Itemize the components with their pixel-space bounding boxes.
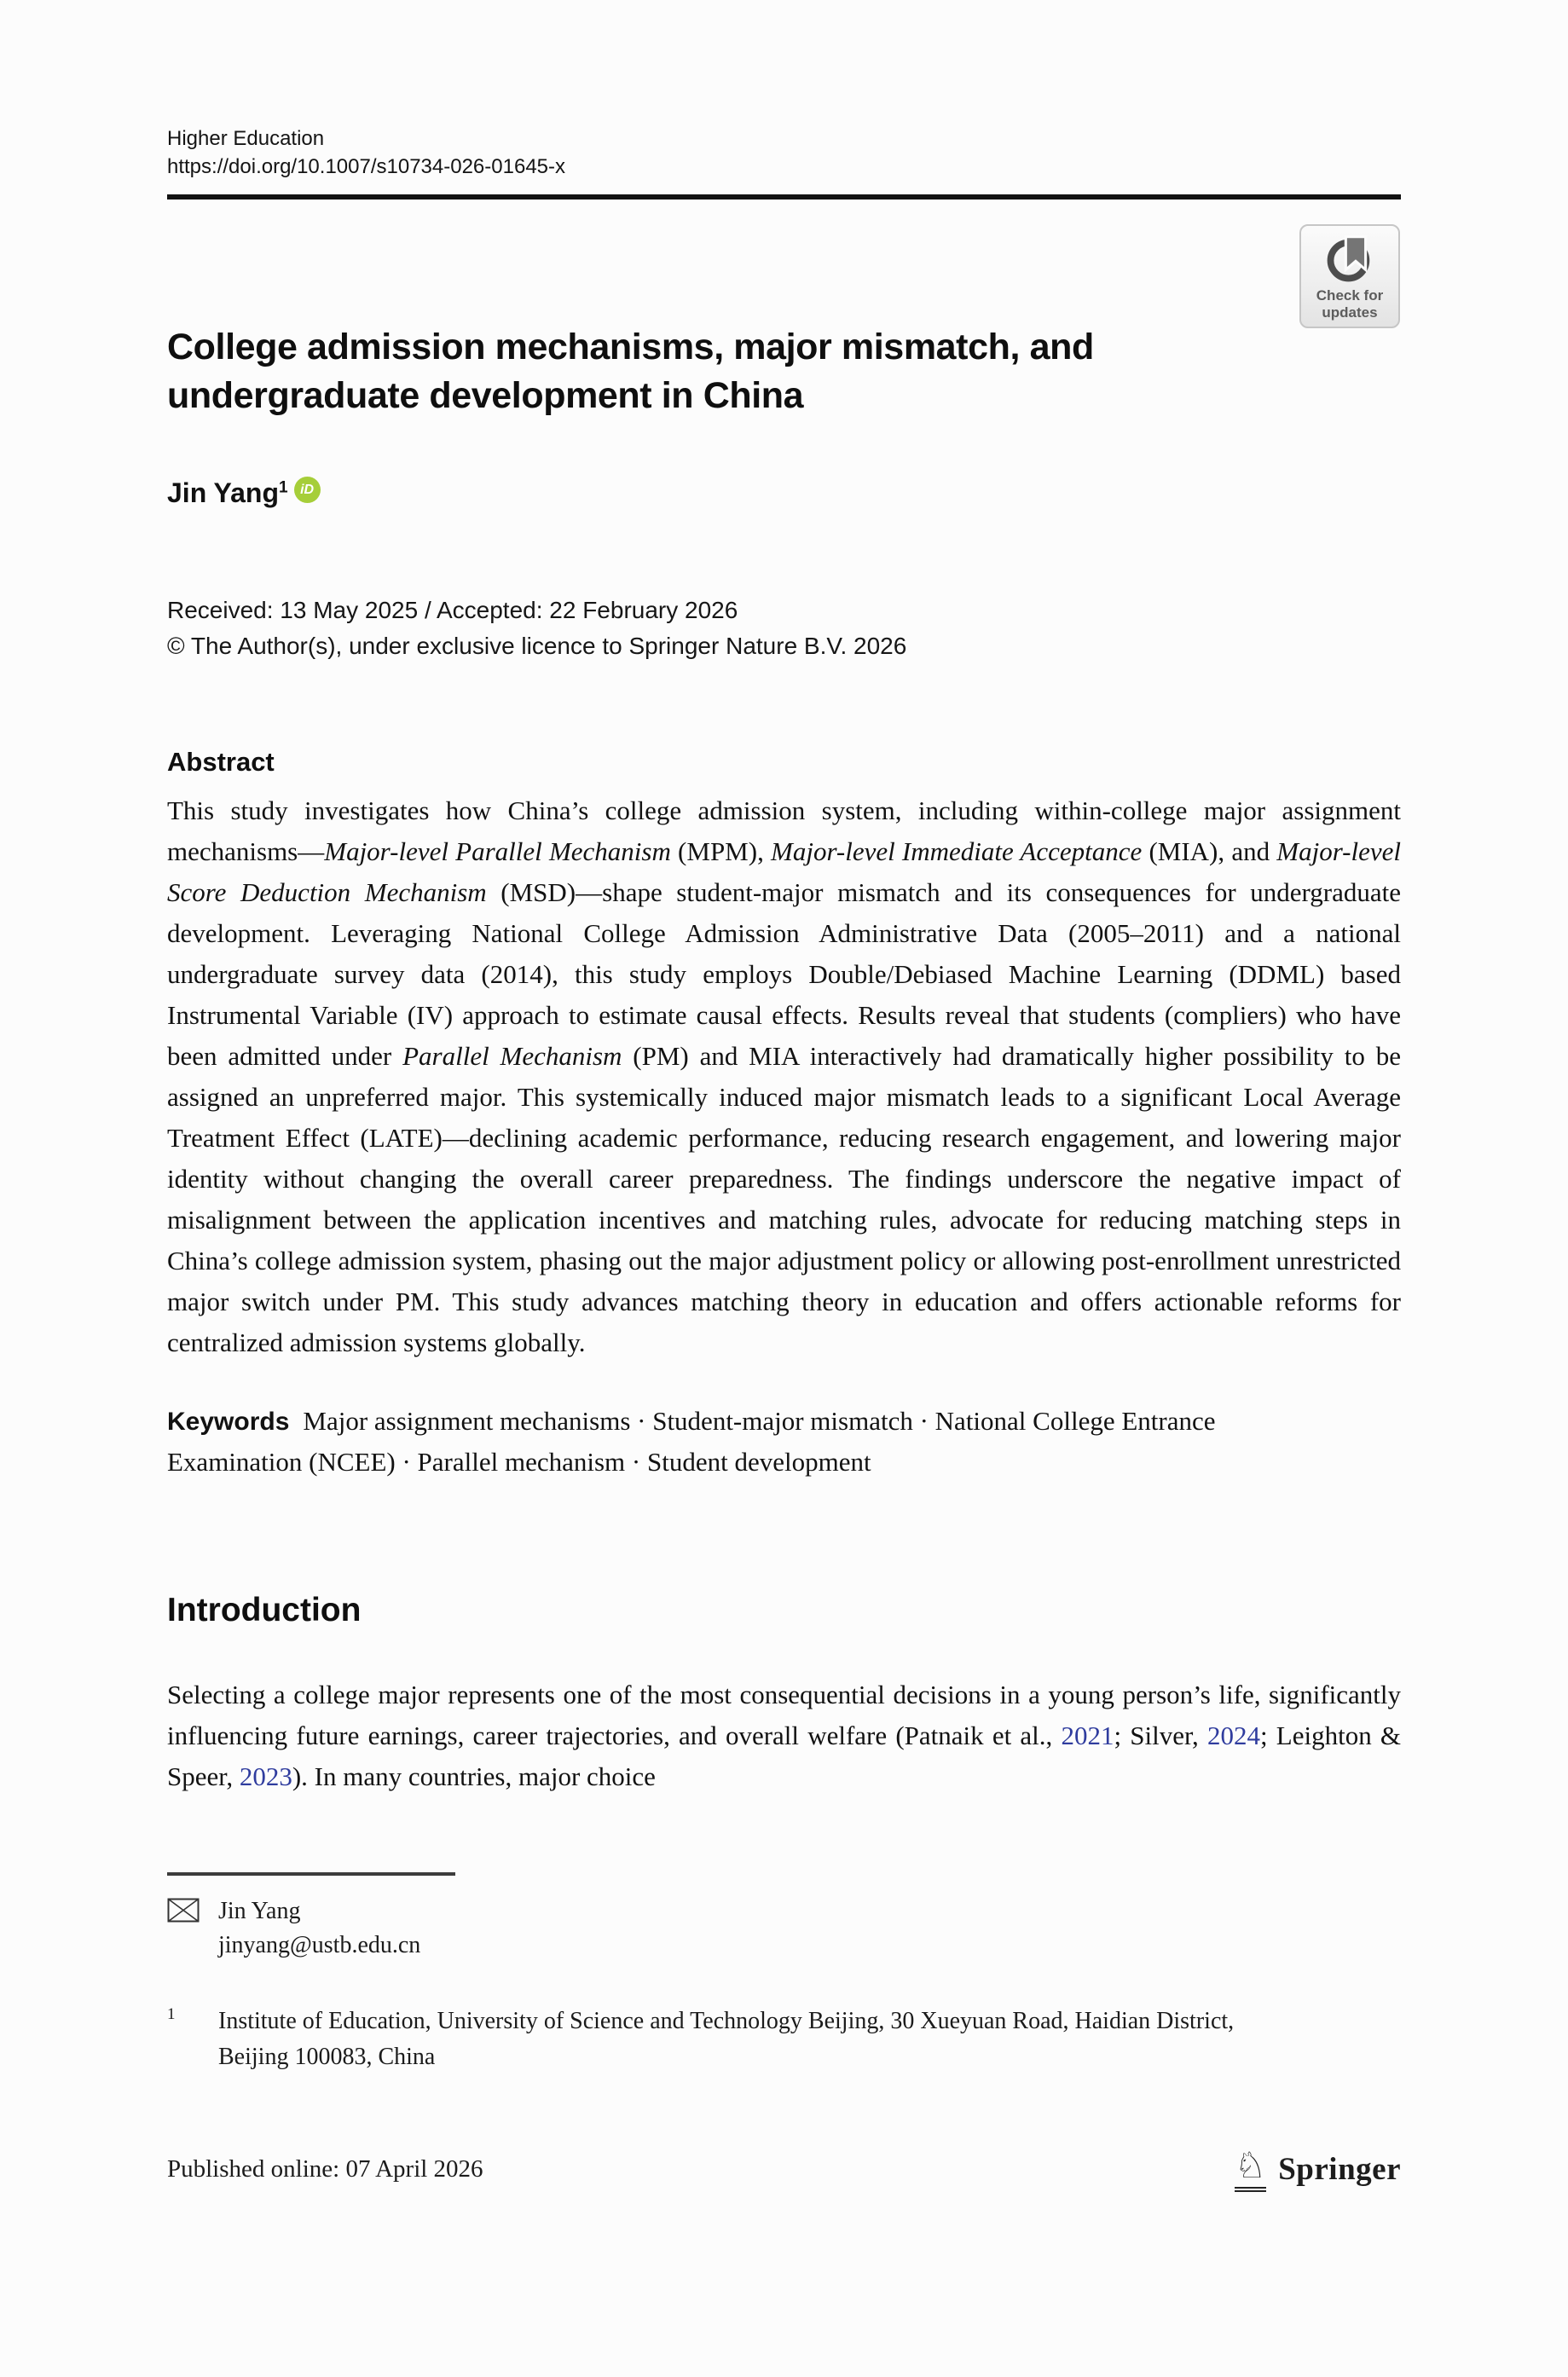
- journal-name: Higher Education: [167, 127, 325, 150]
- received-accepted: Received: 13 May 2025 / Accepted: 22 February 2026: [167, 597, 738, 623]
- springer-knight-icon: ♘: [1235, 2147, 1267, 2192]
- check-updates-badge[interactable]: [1299, 224, 1400, 328]
- springer-wordmark: Springer: [1278, 2152, 1401, 2187]
- check-updates-label: Check for updates: [1316, 287, 1384, 321]
- abstract-heading: Abstract: [167, 747, 275, 777]
- text-segment: (PM) and MIA interactively had dramatically higher possibility to be assigned an unpreferred major. This systemically induced major mismatch leads to a significant Local Average Treatment Effect (LATE)—declining academic performance, reducing research engagement, and lowering major identity without changing the overall career preparedness. The findings underscore the negative impact of misalignment between the application incentives and matching rules, advocate for reducing matching steps in China’s college admission system, phasing out the major adjustment policy or allowing post-enrollment unrestricted major switch under PM. This study advances matching theory in education and offers actionable reforms for centralized admission systems globally.: [167, 1041, 1401, 1357]
- publication-footer: [167, 2144, 1401, 2192]
- doi-link[interactable]: https://doi.org/10.1007/s10734-026-01645-x: [167, 155, 566, 178]
- corresponding-email[interactable]: jinyang@ustb.edu.cn: [218, 1932, 421, 1958]
- author-name: Jin Yang$^1$: [167, 477, 288, 508]
- header-rule: [167, 194, 1401, 200]
- text-segment: Selecting a college major represents one of the most consequential decisions in a young person’s life, significantly influencing future earnings, career trajectories, and overall welfare (Patnaik et al.,: [167, 1680, 1401, 1750]
- affiliation-row: [167, 2004, 1401, 2075]
- corresponding-author-name: Jin Yang: [218, 1898, 301, 1924]
- citation-link[interactable]: 2023: [239, 1761, 292, 1791]
- affiliation-text: Institute of Education, University of Science and Technology Beijing, 30 Xueyuan Road, Haidian District, Beijing 100083, China: [218, 2008, 1235, 2070]
- text-segment: ; Silver,: [1114, 1721, 1207, 1750]
- text-segment: Major-level Parallel Mechanism: [324, 836, 671, 866]
- article-meta: [167, 593, 1401, 664]
- orcid-icon[interactable]: iD: [294, 477, 321, 503]
- affiliation-marker: 1: [167, 2005, 176, 2023]
- keywords-label: Keywords: [167, 1408, 290, 1436]
- springer-logo: [1234, 2144, 1401, 2192]
- keywords-text: Major assignment mechanisms · Student-major mismatch · National College Entrance Examination (NCEE) · Parallel mechanism · Student development: [167, 1406, 1216, 1477]
- text-segment: Parallel Mechanism: [402, 1041, 622, 1071]
- text-segment: ; Leighton & Speer,: [167, 1721, 1401, 1791]
- citation-link[interactable]: 2024: [1206, 1721, 1260, 1750]
- email-icon: [167, 1896, 218, 1927]
- author-row: [167, 477, 1401, 509]
- introduction-text: [167, 1674, 1401, 1797]
- text-segment: (MIA), and: [1142, 836, 1277, 866]
- text-segment: This study investigates how China’s college admission system, including within-college major assignment mechanisms—: [167, 795, 1401, 866]
- author-affiliation-superscript: 1: [279, 478, 288, 497]
- corresponding-author-row: [167, 1894, 1401, 1929]
- footnote-divider: [167, 1872, 455, 1876]
- introduction-heading: Introduction: [167, 1592, 362, 1628]
- check-updates-icon: [1323, 233, 1376, 286]
- copyright-line: © The Author(s), under exclusive licence to Springer Nature B.V. 2026: [167, 633, 907, 659]
- text-segment: ). In many countries, major choice: [292, 1761, 656, 1791]
- citation-link[interactable]: 2021: [1061, 1721, 1114, 1750]
- text-segment: Major-level Score Deduction Mechanism: [167, 836, 1402, 907]
- abstract-text: [167, 790, 1401, 1363]
- published-online: Published online: 07 April 2026: [167, 2155, 483, 2183]
- text-segment: Major-level Immediate Acceptance: [771, 836, 1143, 866]
- text-segment: (MPM),: [670, 836, 772, 866]
- keywords-block: [167, 1401, 1284, 1482]
- article-title: College admission mechanisms, major mismatch, and undergraduate development in China: [167, 327, 1094, 416]
- text-segment: (MSD)—shape student-major mismatch and its consequences for undergraduate development. Leveraging National College Admission Administrative Data (2005–2011) and a national undergraduate survey data (2014), this study employs Double/Debiased Machine Learning (DDML) based Instrumental Variable (IV) approach to estimate causal effects. Results reveal that students (compliers) who have been admitted under: [167, 877, 1401, 1071]
